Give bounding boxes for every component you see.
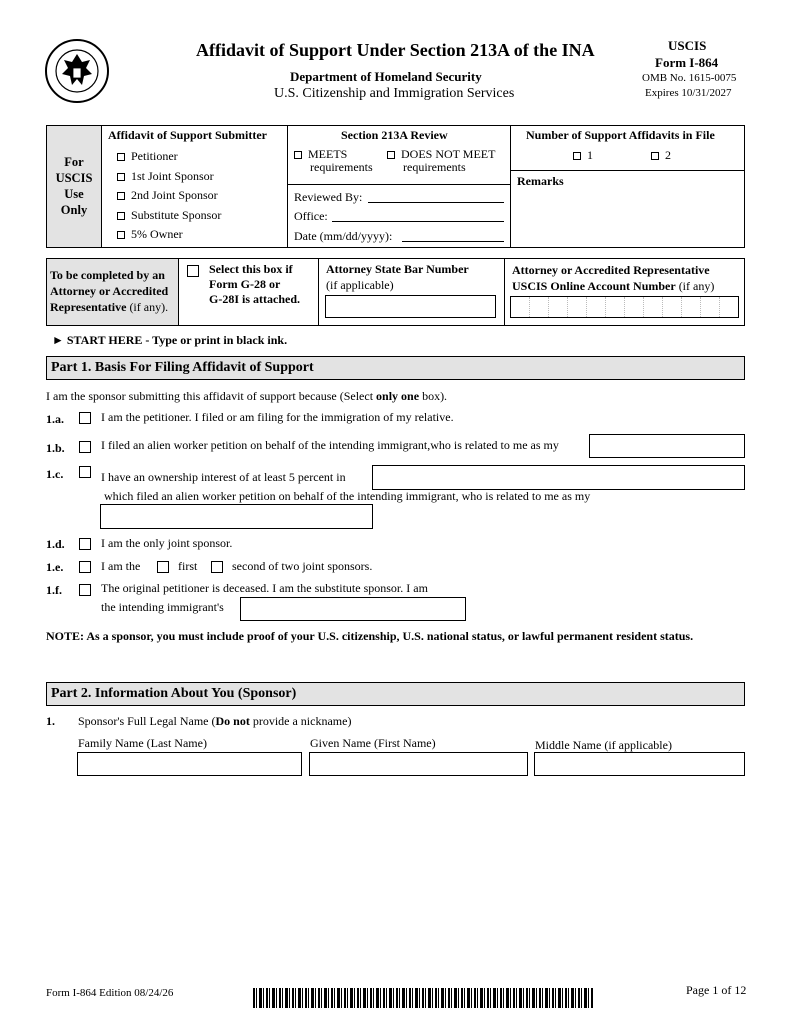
q1d-label: 1.d. [46,537,65,551]
date-line[interactable] [402,241,504,242]
checkbox-icon [117,212,125,220]
checkbox-icon [117,153,125,161]
checkbox-icon [117,192,125,200]
submitter-title: Affidavit of Support Submitter [108,128,268,142]
checkbox-icon [573,152,581,160]
q1c-company-input[interactable] [372,465,745,490]
q1e-second-checkbox[interactable] [211,561,223,573]
q1c-text2: which filed an alien worker petition on behalf of the intending immigrant, who is related to me as my [104,489,591,503]
q1b-label: 1.b. [46,441,65,455]
q1e-text1: I am the [101,559,141,573]
not-meet-option[interactable]: DOES NOT MEET [387,147,495,162]
q1a-checkbox[interactable] [79,412,91,424]
affidavits-option-2[interactable]: 2 [651,148,671,163]
q1e-label: 1.e. [46,560,64,574]
submitter-petitioner[interactable]: Petitioner [117,147,221,167]
q1f-label: 1.f. [46,583,62,597]
given-name-input[interactable] [309,752,528,776]
q1c-label: 1.c. [46,467,64,481]
submitter-substitute[interactable]: Substitute Sponsor [117,206,221,226]
q1c-checkbox[interactable] [79,466,91,478]
q1c-relationship-input[interactable] [100,504,373,529]
q1b-text: I filed an alien worker petition on behalf of the intending immigrant,who is related to me as my [101,438,559,452]
q1-title: Sponsor's Full Legal Name (Do not provide a nickname) [78,714,352,728]
q1a-text: I am the petitioner. I filed or am filing for the immigration of my relative. [101,410,454,424]
agency-name: U.S. Citizenship and Immigration Services [274,86,515,101]
q1d-text: I am the only joint sponsor. [101,536,233,550]
bar-number-sub: (if applicable) [326,278,394,292]
part1-note: NOTE: As a sponsor, you must include proof of your U.S. citizenship, U.S. national status, or lawful permanent resident status. [46,629,694,643]
family-name-label: Family Name (Last Name) [78,736,207,750]
part1-header: Part 1. Basis For Filing Affidavit of Support [46,356,745,380]
account-number-title: Attorney or Accredited Representative USCIS Online Account Number (if any) [512,263,715,293]
footer-page-number: Page 1 of 12 [686,983,747,997]
omb-number: OMB No. 1615-0075 [642,72,737,84]
q1f-text2: the intending immigrant's [101,600,224,614]
affidavits-title: Number of Support Affidavits in File [526,128,715,142]
q1e-first-checkbox[interactable] [157,561,169,573]
middle-name-label: Middle Name (if applicable) [535,738,672,752]
not-meet-sub: requirements [403,160,466,174]
remarks-label: Remarks [517,174,564,188]
form-number: Form I-864 [655,55,719,70]
start-here: ► START HERE - Type or print in black ink. [52,333,288,347]
given-name-label: Given Name (First Name) [310,736,436,750]
middle-name-input[interactable] [534,752,745,776]
q1e-text2: first [178,559,198,573]
expiration-date: Expires 10/31/2027 [645,87,732,99]
part2-header: Part 2. Information About You (Sponsor) [46,682,745,706]
q1a-label: 1.a. [46,412,64,426]
g28-checkbox[interactable] [187,265,199,277]
form-title: Affidavit of Support Under Section 213A of the INA [196,40,595,60]
review-title: Section 213A Review [341,128,448,142]
affidavits-option-1[interactable]: 1 [573,148,593,163]
submitter-1st-joint[interactable]: 1st Joint Sponsor [117,167,221,187]
account-number-input[interactable] [510,296,739,318]
q1c-text: I have an ownership interest of at least 5 percent in [101,470,346,484]
q1f-checkbox[interactable] [79,584,91,596]
checkbox-icon [117,231,125,239]
dhs-seal [44,38,110,104]
department-name: Department of Homeland Security [290,69,482,84]
family-name-input[interactable] [77,752,302,776]
attorney-instructions: To be completed by an Attorney or Accredited Representative (if any). [50,268,169,314]
submitter-2nd-joint[interactable]: 2nd Joint Sponsor [117,186,221,206]
part1-intro: I am the sponsor submitting this affidavit of support because (Select only one box). [46,389,448,403]
office-line[interactable] [332,221,504,222]
q1b-checkbox[interactable] [79,441,91,453]
checkbox-icon [294,151,302,159]
office-label: Office: [294,209,328,223]
checkbox-icon [117,173,125,181]
checkbox-icon [651,152,659,160]
bar-number-title: Attorney State Bar Number [326,262,469,276]
barcode [253,988,593,1008]
submitter-5pct-owner[interactable]: 5% Owner [117,225,221,245]
meets-sub: requirements [310,160,373,174]
q1d-checkbox[interactable] [79,538,91,550]
g28-label: Select this box if Form G-28 or G-28I is attached. [209,262,300,306]
q1e-text3: second of two joint sponsors. [232,559,373,573]
reviewed-by-line[interactable] [368,202,504,203]
q1e-checkbox[interactable] [79,561,91,573]
meets-option[interactable]: MEETS [294,147,347,162]
bar-number-input[interactable] [325,295,496,318]
footer-form-edition: Form I-864 Edition 08/24/26 [46,987,174,999]
q1f-text1: The original petitioner is deceased. I am the substitute sponsor. I am [101,581,428,595]
q1b-relationship-input[interactable] [589,434,745,458]
reviewed-by-label: Reviewed By: [294,190,363,204]
uscis-label: USCIS [668,38,707,53]
submitter-list [117,147,221,245]
for-uscis-use-only: For USCIS Use Only [55,155,93,217]
q1f-relationship-input[interactable] [240,597,466,621]
checkbox-icon [387,151,395,159]
date-label: Date (mm/dd/yyyy): [294,229,393,243]
q1-number: 1. [46,714,55,728]
